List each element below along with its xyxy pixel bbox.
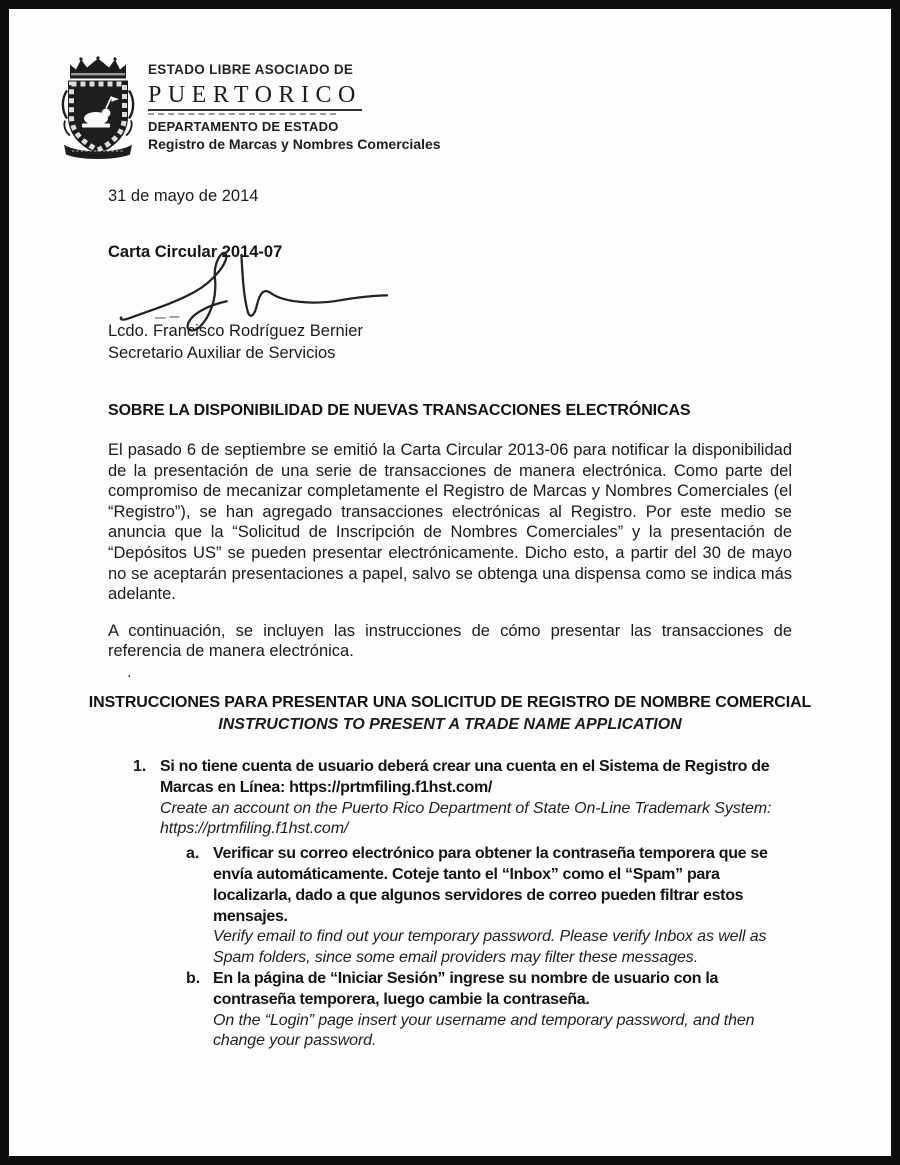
list-subitem-b-text-es: En la página de “Iniciar Sesión” ingrese su nombre de usuario con la contraseña temporera, luego cambie la contraseña.	[213, 969, 719, 1008]
paragraph-2: A continuación, se incluyen las instrucciones de cómo presentar las transacciones de referencia de manera electrónica.	[108, 621, 792, 661]
list-subitem-b-text-en: On the “Login” page insert your username and temporary password, and then change your password.	[213, 1011, 755, 1050]
puerto-rico-coat-of-arms-icon	[60, 56, 136, 161]
masthead	[148, 63, 441, 151]
letter-reference: Carta Circular 2014-07	[108, 243, 283, 261]
list-item-1-text-es: Si no tiene cuenta de usuario deberá crear una cuenta en el Sistema de Registro de Marcas en Línea: https://prtmfiling.f1hst.com/	[160, 757, 770, 796]
list-item-1	[108, 757, 792, 840]
list-item-1-marker: 1.	[133, 757, 147, 775]
instructions-title-es: INSTRUCCIONES PARA PRESENTAR UNA SOLICITUD DE REGISTRO DE NOMBRE COMERCIAL	[88, 693, 812, 711]
list-item-1-text-en: Create an account on the Puerto Rico Department of State On-Line Trademark System: https://prtmfiling.f1hst.com/	[160, 799, 772, 838]
list-subitem-a-marker: a.	[186, 845, 200, 863]
list-subitem-b-marker: b.	[186, 969, 201, 987]
stray-mark: .	[127, 663, 132, 681]
paragraph-1: El pasado 6 de septiembre se emitió la Carta Circular 2013-06 para notificar la disponibilidad de la presentación de una serie de transacciones de manera electrónica. Como parte del compromiso de mecanizar completamente el Registro de Marcas y Nombres Comerciales (el “Registro”), se han agregado transacciones electrónicas al Registro. Por este medio se anuncia que la “Solicitud de Inscripción de Nombres Comerciales” y la presentación de “Depósitos US” se pueden presentar electrónicamente. Dicho esto, a partir del 30 de mayo no se aceptarán presentaciones a papel, salvo se obtenga una dispensa como se indica más adelante.	[108, 441, 792, 604]
list-subitem-a-text-en: Verify email to find out your temporary password. Please verify Inbox as well as Spam folders, since some email providers may filter these messages.	[213, 928, 767, 967]
letter-date: 31 de mayo de 2014	[108, 187, 259, 205]
list-subitem-a	[108, 844, 792, 969]
signer-name: Lcdo. Francisco Rodríguez Bernier	[108, 322, 363, 340]
masthead-title: PUERTORICO	[148, 83, 362, 111]
letter-body	[88, 402, 812, 1052]
instructions-title-en: INSTRUCTIONS TO PRESENT A TRADE NAME APPLICATION	[218, 715, 682, 733]
subject-heading: SOBRE LA DISPONIBILIDAD DE NUEVAS TRANSACCIONES ELECTRÓNICAS	[108, 402, 691, 419]
masthead-line4: Registro de Marcas y Nombres Comerciales	[148, 135, 441, 152]
instructions-list	[108, 757, 792, 1052]
signature-icon	[112, 249, 404, 335]
masthead-line3: DEPARTAMENTO DE ESTADO	[148, 118, 339, 134]
list-subitem-b	[108, 969, 792, 1052]
masthead-underline-dashes	[148, 113, 336, 115]
signer-title: Secretario Auxiliar de Servicios	[108, 344, 336, 362]
masthead-line1: ESTADO LIBRE ASOCIADO DE	[148, 62, 354, 77]
list-subitem-a-text-es: Verificar su correo electrónico para obtener la contraseña temporera que se envía automáticamente. Coteje tanto el “Inbox” como el “Spam” para localizarla, dado a que algunos servidores de correo pueden filtrar estos mensajes.	[213, 845, 768, 925]
